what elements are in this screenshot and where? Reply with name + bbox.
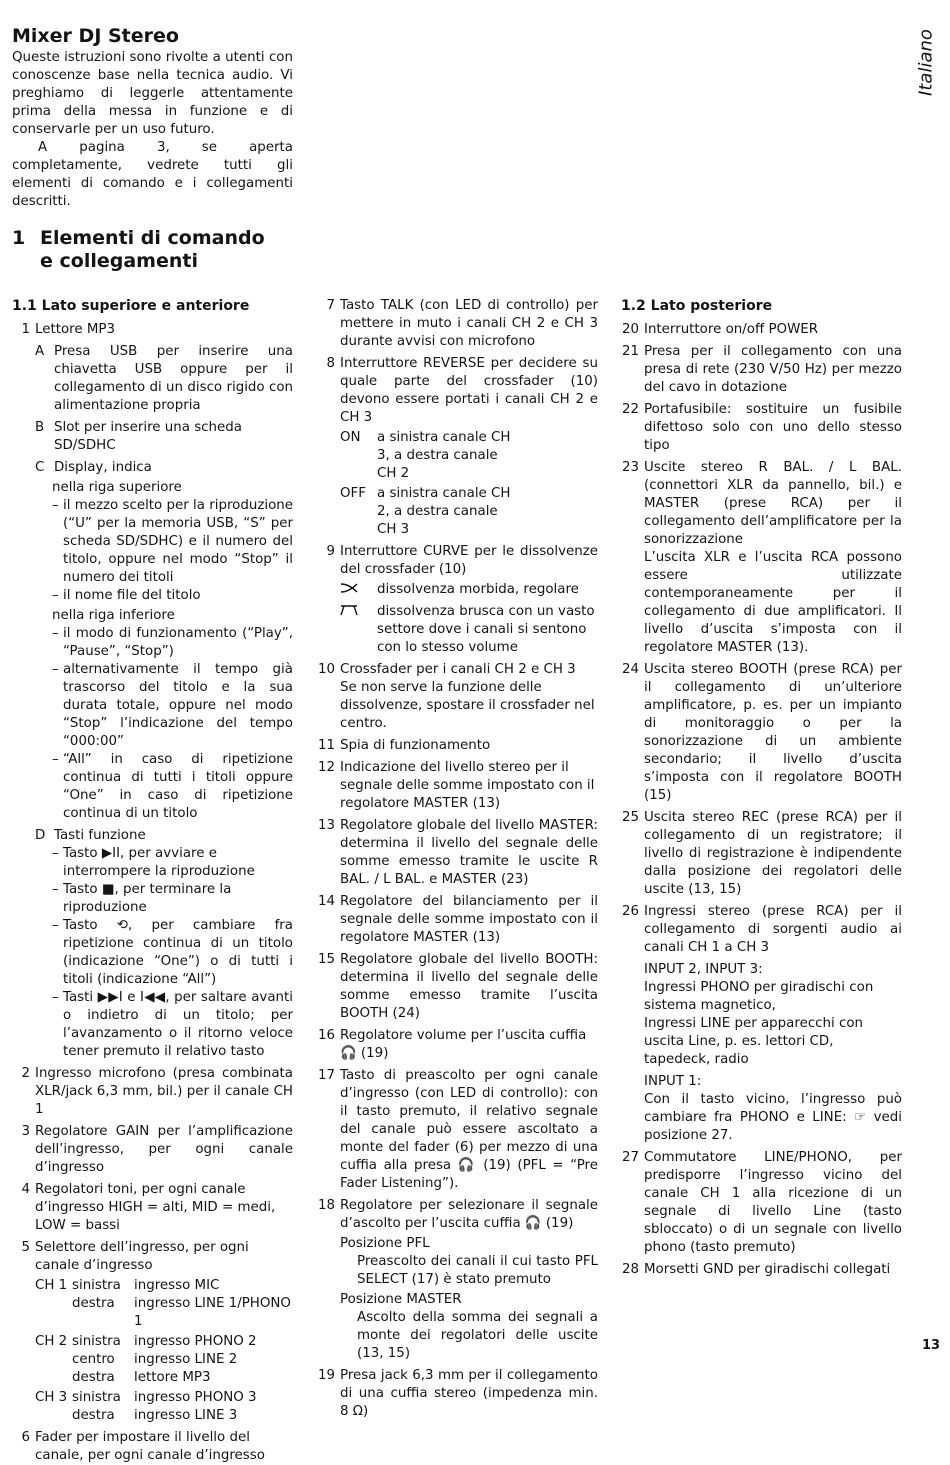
line-label: nella riga inferiore	[52, 608, 175, 623]
item-number: 1	[21, 322, 30, 337]
curve-option	[317, 603, 598, 657]
table-row	[35, 1331, 293, 1351]
table-cell-val: ingresso LINE 3	[134, 1408, 238, 1423]
item-number: 24	[621, 662, 639, 677]
item-text: Indicazione del livello stereo per il segnale delle somme impostato con il regolatore MASTER (13)	[340, 760, 595, 811]
item-text: Portafusibile: sostituire un fusibile difettoso solo con uno dello stesso tipo	[644, 402, 902, 453]
table-cell-pos: destra	[72, 1408, 115, 1423]
item-text: Display, indica	[54, 460, 152, 475]
dash-item: – Tasto ▶II, per avviare e interrompere la riproduzione	[52, 845, 293, 881]
item-number: 9	[326, 544, 335, 559]
section-number: 1	[12, 227, 26, 249]
section-heading	[12, 227, 265, 273]
item-text: Uscite stereo R BAL. / L BAL. (connettori XLR da pannello, bil.) e MASTER (prese RCA) per il collegamento dell’amplificatore per la sonorizzazione	[644, 460, 902, 547]
dash-item: – il mezzo scelto per la riproduzione (“U” per la memoria USB, “S” per scheda SD/SDHC) e il numero del titolo, oppure nel modo “Stop” il numero dei titoli	[52, 498, 293, 585]
language-label: Italiano	[915, 29, 937, 96]
item-text: Tasto TALK (con LED di controllo) per mettere in muto i canali CH 2 e CH 3 durante avvisi con microfono	[340, 298, 598, 349]
list-item	[12, 1429, 293, 1465]
table-row	[35, 1369, 293, 1387]
item-number: 25	[621, 810, 639, 825]
curve-soft-icon	[340, 581, 377, 601]
option-key: OFF	[340, 486, 366, 501]
dash-text: Tasto ■, per terminare la riproduzione	[63, 882, 232, 915]
list-item	[317, 737, 598, 755]
item-letter: C	[35, 460, 45, 475]
item-text: Regolatore globale del livello MASTER: determina il livello del segnale delle somme emesso tramite le uscite R BAL. / L BAL. e MASTER (23)	[340, 818, 598, 887]
table-cell-val: lettore MP3	[134, 1370, 211, 1385]
item-text: Selettore dell’ingresso, per ogni canale d’ingresso	[35, 1240, 249, 1273]
dash-item: – Tasto ⟲, per cambiare fra ripetizione continua di un titolo (indicazione “One”) o di tutti i titoli (indicazione “All”)	[52, 918, 293, 987]
option-value: Con il tasto vicino, l’ingresso può cambiare fra PHONO e LINE: ☞ vedi posizione 27.	[644, 1092, 902, 1143]
item-number: 26	[621, 904, 639, 919]
table-cell-pos: sinistra	[72, 1390, 121, 1405]
table-cell-ch	[35, 1295, 72, 1331]
list-item	[621, 1261, 902, 1279]
item-text: Interruttore CURVE per le dissolvenze del crossfader (10)	[340, 544, 598, 577]
table-cell-ch	[35, 1351, 72, 1369]
list-item	[621, 401, 902, 455]
item-number: 7	[326, 298, 335, 313]
list-item	[12, 1123, 293, 1177]
item-text: Commutatore LINE/PHONO, per predisporre l’ingresso vicino del canale CH 1 alla ricezione di un segnale di livello Line (tasto sbloccato) o di un segnale con livello phono (tasto premuto)	[644, 1150, 902, 1255]
list-item	[317, 355, 598, 427]
option-value: Ascolto della somma dei segnali a monte dei regolatori delle uscite (13, 15)	[357, 1310, 598, 1361]
item-text: Ingressi stereo (prese RCA) per il collegamento di sorgenti audio ai canali CH 1 a CH 3	[644, 904, 902, 955]
option-value: Ingressi LINE per apparecchi con uscita Line, p. es. lettori CD, tapedeck, radio	[644, 1016, 864, 1067]
item-number: 12	[317, 760, 335, 775]
item-number: 13	[317, 818, 335, 833]
list-item	[12, 459, 293, 477]
list-item	[317, 817, 598, 889]
item-number: 21	[621, 344, 639, 359]
item-number: 4	[21, 1182, 30, 1197]
table-row	[35, 1407, 293, 1425]
switch-option	[317, 429, 598, 483]
list-item	[621, 321, 902, 339]
item-text: Fader per impostare il livello del canale, per ogni canale d’ingresso	[35, 1430, 265, 1463]
item-note: Se non serve la funzione delle dissolvenze, spostare il crossfader nel centro.	[340, 680, 595, 731]
item-number: 6	[21, 1430, 30, 1445]
list-item	[12, 827, 293, 845]
curve-sharp-icon	[340, 603, 377, 657]
list-item	[317, 661, 598, 733]
list-item	[317, 1197, 598, 1233]
item-number: 16	[317, 1028, 335, 1043]
table-cell-ch: CH 2	[35, 1334, 68, 1349]
item-text: Regolatore del bilanciamento per il segnale delle somme impostato con il regolatore MASTER (13)	[340, 894, 598, 945]
table-cell-ch: CH 3	[35, 1390, 68, 1405]
switch-option	[317, 485, 598, 539]
dash-item: – Tasti ▶▶I e I◀◀, per saltare avanti o indietro di un titolo; per l’avanzamento o il ritorno veloce tener premuto il relativo tasto	[52, 990, 293, 1059]
table-row	[35, 1351, 293, 1369]
item-text: Ingresso microfono (presa combinata XLR/jack 6,3 mm, bil.) per il canale CH 1	[35, 1066, 293, 1117]
list-item	[12, 1181, 293, 1235]
item-letter: A	[35, 344, 45, 359]
intro-paragraph-1: Queste istruzioni sono rivolte a utenti con conoscenze base nella tecnica audio. Vi preghiamo di leggerle attentamente prima della messa in funzione e di conservarle per un uso futuro.	[12, 50, 293, 137]
option-value: a sinistra canale CH 3, a destra canale CH 2	[377, 430, 511, 481]
curve-option	[317, 581, 598, 601]
item-note: L’uscita XLR e l’uscita RCA possono essere utilizzate contemporaneamente per il collegamento di due amplificatori. Il livello d’uscita s’imposta con il regolatore MASTER (13).	[644, 550, 902, 655]
dash-text: Tasti ▶▶I e I◀◀, per saltare avanti o indietro di un titolo; per l’avanzamento o il ritorno veloce tener premuto il relativo tasto	[63, 990, 293, 1059]
table-cell-pos: destra	[72, 1370, 115, 1385]
item-text: Lettore MP3	[35, 322, 116, 337]
line-label: nella riga superiore	[52, 480, 182, 495]
item-text: Crossfader per i canali CH 2 e CH 3	[340, 662, 576, 677]
item-number: 8	[326, 356, 335, 371]
item-letter: B	[35, 420, 45, 435]
item-number: 3	[21, 1124, 30, 1139]
item-text: Morsetti GND per giradischi collegati	[644, 1262, 891, 1277]
item-number: 19	[317, 1368, 335, 1383]
list-item	[317, 1027, 598, 1063]
dash-item: – Tasto ■, per terminare la riproduzione	[52, 881, 293, 917]
item-text: Spia di funzionamento	[340, 738, 491, 753]
list-item	[317, 297, 598, 351]
dash-text: alternativamente il tempo già trascorso del titolo e la sua durata totale, oppure nel modo “Stop” l’indicazione del tempo “000:00”	[63, 662, 293, 749]
input-note	[621, 961, 902, 1145]
item-number: 10	[317, 662, 335, 677]
list-item	[317, 951, 598, 1023]
table-cell-val: ingresso LINE 1/PHONO 1	[134, 1296, 291, 1329]
column-1	[12, 297, 293, 1465]
table-row	[35, 1295, 293, 1331]
option-value: dissolvenza morbida, regolare	[377, 582, 579, 597]
dash-text: il nome file del titolo	[63, 588, 201, 603]
position-option	[317, 1291, 598, 1363]
list-item	[621, 1149, 902, 1257]
list-item	[317, 1067, 598, 1193]
table-cell-ch	[35, 1369, 72, 1387]
item-text: Interruttore on/off POWER	[644, 322, 819, 337]
item-number: 18	[317, 1198, 335, 1213]
table-cell-val: ingresso MIC	[134, 1278, 220, 1293]
list-item	[12, 321, 293, 339]
intro-paragraph-2: A pagina 3, se aperta completamente, vedrete tutti gli elementi di comando e i collegamenti descritti.	[12, 140, 293, 209]
item-number: 15	[317, 952, 335, 967]
item-text: Presa USB per inserire una chiavetta USB oppure per il collegamento di un disco rigido con alimentazione propria	[54, 344, 293, 413]
list-item	[317, 1367, 598, 1421]
table-cell-ch	[35, 1407, 72, 1425]
section-title-line-1: Elementi di comando	[40, 227, 265, 249]
language-tab	[911, 22, 941, 102]
list-item	[317, 759, 598, 813]
column-3	[621, 297, 902, 1279]
subsection-heading-1-2: 1.2 Lato posteriore	[621, 298, 773, 314]
list-item	[621, 343, 902, 397]
item-text: Regolatore volume per l’uscita cuffia 🎧 (19)	[340, 1028, 587, 1061]
list-item	[621, 661, 902, 805]
option-key: INPUT 1:	[644, 1074, 702, 1089]
item-number: 2	[21, 1066, 30, 1081]
item-number: 11	[317, 738, 335, 753]
list-item	[621, 903, 902, 957]
option-value: Ingressi PHONO per giradischi con sistema magnetico,	[644, 980, 874, 1013]
dash-text: “All” in caso di ripetizione continua di tutti i titoli oppure “One” in caso di ripetizione continua di un titolo	[63, 752, 293, 821]
dash-item: – “All” in caso di ripetizione continua di tutti i titoli oppure “One” in caso di ripetizione continua di un titolo	[52, 752, 293, 821]
dash-item: – alternativamente il tempo già trascorso del titolo e la sua durata totale, oppure nel modo “Stop” l’indicazione del tempo “000:00”	[52, 662, 293, 749]
item-text: Tasti funzione	[54, 828, 146, 843]
item-number: 23	[621, 460, 639, 475]
item-text: Uscita stereo REC (prese RCA) per il collegamento di un registratore; il livello di registrazione è indipendente dalla posizione dei regolatori delle uscite (13, 15)	[644, 810, 902, 897]
dash-text: il modo di funzionamento (“Play”, “Pause”, “Stop”)	[63, 626, 293, 659]
intro	[12, 49, 293, 211]
option-value: Preascolto dei canali il cui tasto PFL SELECT (17) è stato premuto	[357, 1254, 598, 1287]
table-cell-pos: sinistra	[72, 1334, 121, 1349]
dash-text: Tasto ▶II, per avviare e interrompere la riproduzione	[63, 846, 255, 879]
position-option	[317, 1235, 598, 1289]
dash-text: Tasto ⟲, per cambiare fra ripetizione continua di un titolo (indicazione “One”) o di tutti i titoli (indicazione “All”)	[63, 918, 293, 987]
item-letter: D	[35, 828, 46, 843]
dash-item: – il modo di funzionamento (“Play”, “Pause”, “Stop”)	[52, 626, 293, 659]
item-text: Regolatore per selezionare il segnale d’ascolto per l’uscita cuffia 🎧 (19)	[340, 1198, 598, 1231]
item-number: 27	[621, 1150, 639, 1165]
item-text: Interruttore REVERSE per decidere su quale parte del crossfader (10) devono essere portati i canali CH 2 e CH 3	[340, 356, 598, 425]
item-number: 5	[21, 1240, 30, 1255]
item-text: Slot per inserire una scheda SD/SDHC	[54, 420, 242, 453]
option-key: Posizione PFL	[340, 1236, 430, 1251]
page-title: Mixer DJ Stereo	[12, 25, 179, 47]
item-number: 17	[317, 1068, 335, 1083]
list-item	[317, 893, 598, 947]
table-cell-pos: sinistra	[72, 1278, 121, 1293]
section-title-line-2: e collegamenti	[40, 250, 198, 272]
subsection-heading-1-1: 1.1 Lato superiore e anteriore	[12, 298, 250, 314]
list-item	[621, 459, 902, 657]
input-selector-table	[35, 1277, 293, 1425]
item-number: 14	[317, 894, 335, 909]
item-number: 20	[621, 322, 639, 337]
table-cell-val: ingresso LINE 2	[134, 1352, 238, 1367]
list-item	[621, 809, 902, 899]
item-text: Uscita stereo BOOTH (prese RCA) per il collegamento di un’ulteriore amplificatore, p. es. per un impianto di monitoraggio o per la sonorizzazione di un ambiente secondario; il livello d’uscita s’imposta con il regolatore BOOTH (15)	[644, 662, 902, 803]
option-key: Posizione MASTER	[340, 1292, 462, 1307]
table-row	[35, 1387, 293, 1407]
item-text: Regolatore globale del livello BOOTH: determina il livello del segnale delle somme emesso tramite l’uscita BOOTH (24)	[340, 952, 598, 1021]
table-cell-pos: centro	[72, 1352, 115, 1367]
item-text: Regolatore GAIN per l’amplificazione dell’ingresso, per ogni canale d’ingresso	[35, 1124, 293, 1175]
item-text: Presa per il collegamento con una presa di rete (230 V/50 Hz) per mezzo del cavo in dotazione	[644, 344, 902, 395]
list-item	[12, 1239, 293, 1275]
table-cell-val: ingresso PHONO 2	[134, 1334, 257, 1349]
item-text: Presa jack 6,3 mm per il collegamento di una cuffia stereo (impedenza min. 8 Ω)	[340, 1368, 598, 1419]
dash-text: il mezzo scelto per la riproduzione (“U” per la memoria USB, “S” per scheda SD/SDHC) e il numero del titolo, oppure nel modo “Stop” il numero dei titoli	[63, 498, 293, 585]
item-text: Tasto di preascolto per ogni canale d’ingresso (con LED di controllo): con il tasto premuto, il relativo segnale del canale può essere ascoltato a monte del fader (6) per mezzo di una cuffia alla presa 🎧 (19) (PFL = “Pre Fader Listening”).	[340, 1068, 598, 1191]
option-value: a sinistra canale CH 2, a destra canale CH 3	[377, 486, 511, 537]
table-row	[35, 1277, 293, 1295]
table-cell-pos: destra	[72, 1296, 115, 1311]
item-text: Regolatori toni, per ogni canale d’ingresso HIGH = alti, MID = medi, LOW = bassi	[35, 1182, 276, 1233]
list-item	[317, 543, 598, 579]
table-cell-ch: CH 1	[35, 1278, 68, 1293]
item-number: 28	[621, 1262, 639, 1277]
list-item	[12, 343, 293, 415]
list-item	[12, 419, 293, 455]
option-key: INPUT 2, INPUT 3:	[644, 962, 763, 977]
option-value: dissolvenza brusca con un vasto settore dove i canali si sentono con lo stesso volume	[377, 604, 595, 655]
option-key: ON	[340, 430, 361, 445]
dash-item: – il nome file del titolo	[52, 587, 293, 605]
item-number: 22	[621, 402, 639, 417]
table-cell-val: ingresso PHONO 3	[134, 1390, 257, 1405]
list-item	[12, 1065, 293, 1119]
page-number: 13	[922, 1338, 941, 1353]
column-2	[317, 297, 598, 1421]
